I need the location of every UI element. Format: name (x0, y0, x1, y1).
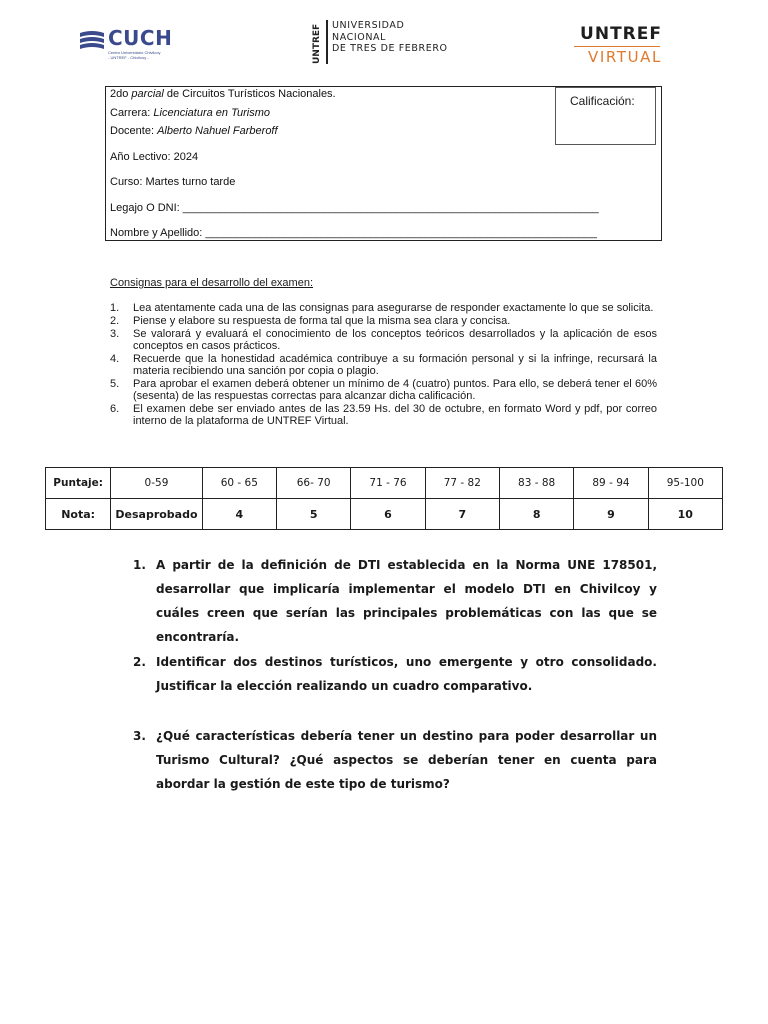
list-item: 5. Para aprobar el examen deberá obtener un mínimo de 4 (cuatro) puntos. Para ello, se deberá tener el 60% (sesenta) de las respuestas correctas para alcanzar dicha calificación. (110, 378, 657, 402)
cuch-logo-word: CUCH (108, 26, 173, 50)
list-item: 2. Piense y elabore su respuesta de forma tal que la misma sea clara y concisa. (110, 315, 511, 327)
table-cell: Puntaje: (46, 468, 111, 499)
table-row-nota (46, 499, 723, 530)
table-cell: Nota: (46, 499, 111, 530)
table-row-puntaje (46, 468, 723, 499)
table-cell: 4 (202, 499, 276, 530)
table-cell: 8 (499, 499, 573, 530)
untref-logo-line2: NACIONAL (332, 31, 387, 43)
list-item: 3. Se valorará y evaluará el conocimiento de los conceptos teóricos desarrollados y la aplicación de esos conceptos en casos prácticos. (110, 328, 657, 352)
question-2: 2. Identificar dos destinos turísticos, uno emergente y otro consolidado. Justificar la elección realizando un cuadro comparativo. (133, 655, 657, 693)
table-cell: 5 (277, 499, 351, 530)
year-line: Año Lectivo: 2024 (110, 151, 199, 163)
untref-virtual-bottom: VIRTUAL (588, 48, 662, 66)
untref-logo-line3: DE TRES DE FEBRERO (332, 43, 448, 54)
score-table (45, 467, 723, 530)
career-line: Carrera: Licenciatura en Turismo (110, 107, 270, 119)
table-cell: 0-59 (111, 468, 202, 499)
instructions-list (110, 302, 657, 428)
table-cell: 10 (648, 499, 722, 530)
table-cell: 71 - 76 (351, 468, 425, 499)
table-cell: 6 (351, 499, 425, 530)
untref-virtual-logo (572, 24, 662, 68)
list-item: 4. Recuerde que la honestidad académica contribuye a su formación personal y si la infringe, recursará la materia recibiendo una sanción por copia o plagio. (110, 353, 657, 377)
untref-logo-line1: UNIVERSIDAD (332, 20, 405, 31)
instructions-title: Consignas para el desarrollo del examen: (110, 277, 314, 289)
question-3: 3. ¿Qué características debería tener un destino para poder desarrollar un Turismo Cultural? ¿Qué aspectos se deberían tener en cuenta para abordar la gestión de este tipo de turismo? (133, 729, 657, 791)
table-cell: 60 - 65 (202, 468, 276, 499)
table-cell: 89 - 94 (574, 468, 648, 499)
table-cell: 7 (425, 499, 499, 530)
cuch-emblem-icon (78, 30, 106, 52)
teacher-line: Docente: Alberto Nahuel Farberoff (110, 125, 278, 137)
grade-label: Calificación: (570, 94, 635, 108)
question-1: 1. A partir de la definición de DTI establecida en la Norma UNE 178501, desarrollar que implicaría implementar el modelo DTI en Chivilcoy y cuáles creen que serían las principales problemáticas con las que se encontraría. (133, 558, 657, 644)
list-item: 1. Lea atentamente cada una de las consignas para asegurarse de responder exactamente lo que se solicita. (110, 302, 654, 314)
name-field[interactable]: Nombre y Apellido: ________________________________________________________________ (110, 227, 597, 239)
table-cell: 95-100 (648, 468, 722, 499)
untref-vertical-wordmark (310, 20, 322, 64)
table-cell: 83 - 88 (499, 468, 573, 499)
list-item: 6. El examen debe ser enviado antes de las 23.59 Hs. del 30 de octubre, en formato Word y pdf, por correo interno de la plataforma de UNTREF Virtual. (110, 403, 657, 427)
exam-title: 2do parcial de Circuitos Turísticos Nacionales. (110, 88, 336, 100)
course-line: Curso: Martes turno tarde (110, 176, 236, 188)
grade-box (555, 87, 656, 145)
untref-virtual-top: UNTREF (580, 24, 662, 44)
table-cell: Desaprobado (111, 499, 202, 530)
svg-text:UNTREF: UNTREF (312, 23, 322, 64)
cuch-logo (78, 26, 178, 66)
table-cell: 9 (574, 499, 648, 530)
cuch-logo-tagline: Centro Universitario Chivilcoy - UNTREF - Chivilcoy - (108, 50, 161, 60)
table-cell: 66- 70 (277, 468, 351, 499)
dni-field[interactable]: Legajo O DNI: ____________________________________________________________________ (110, 202, 599, 214)
untref-university-logo (310, 18, 450, 66)
table-cell: 77 - 82 (425, 468, 499, 499)
exam-info-box (105, 86, 662, 241)
